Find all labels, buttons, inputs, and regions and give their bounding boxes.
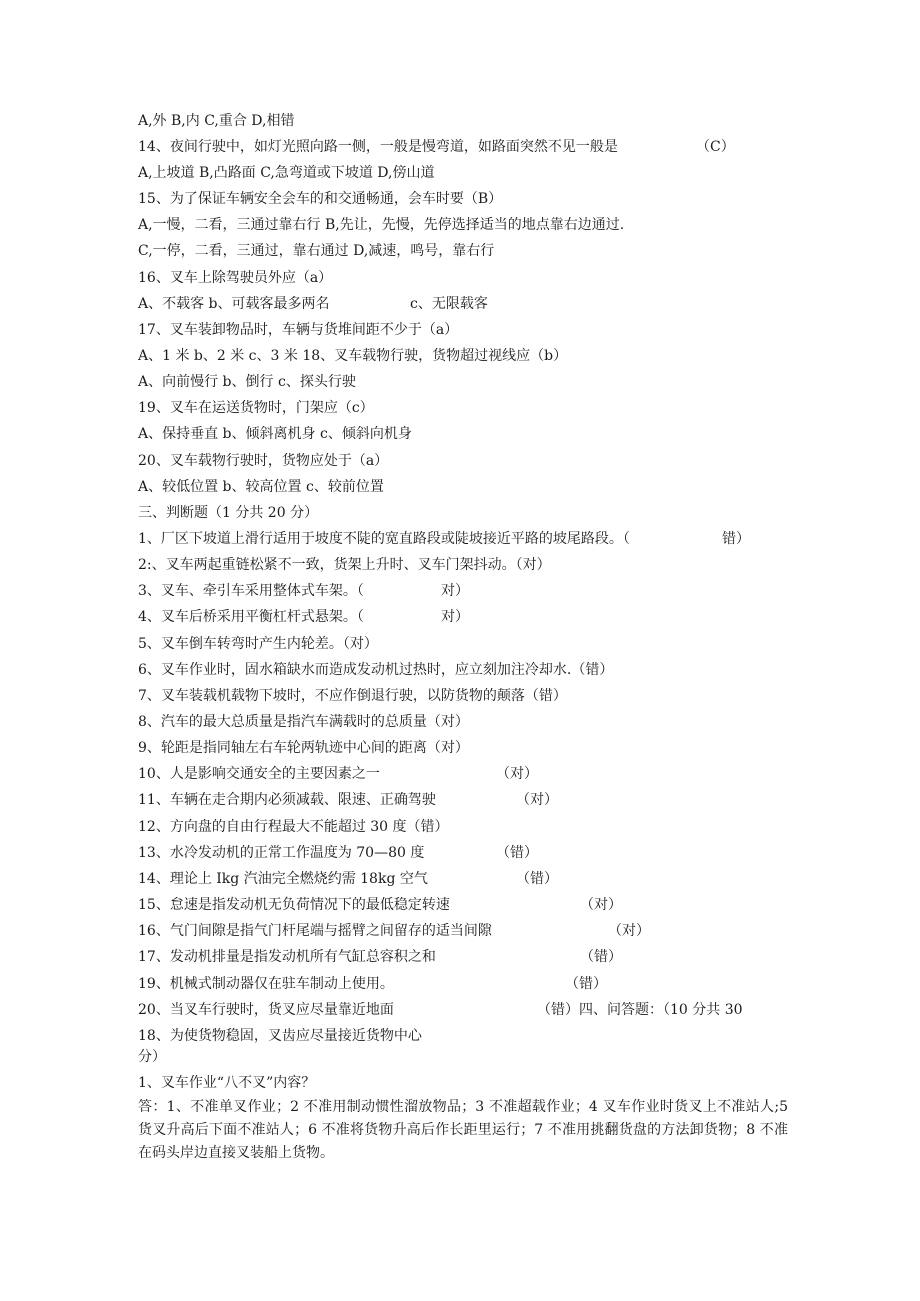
- text-line: 8、汽车的最大总质量是指汽车满载时的总质量（对）: [138, 714, 469, 730]
- answer-mark: 对）: [441, 583, 469, 599]
- text-line: 15、怠速是指发动机无负荷情况下的最低稳定转速: [138, 897, 450, 913]
- answer-mark: （C）: [696, 139, 735, 155]
- text-line: A,一慢，二看，三通过靠右行 B,先让，先慢，先停选择适当的地点靠右边通过.: [138, 217, 625, 233]
- text-line: A、向前慢行 b、倒行 c、探头行驶: [138, 374, 356, 390]
- text-line: 19、机械式制动器仅在驻车制动上使用。: [138, 976, 394, 992]
- text-line: 12、方向盘的自由行程最大不能超过 30 度（错）: [138, 819, 449, 835]
- text-line: 14、夜间行驶中，如灯光照向路一侧，一般是慢弯道，如路面突然不见一般是: [138, 139, 618, 155]
- text-line: A、较低位置 b、较高位置 c、较前位置: [138, 479, 384, 495]
- text-line: 7、叉车装载机载物下坡时，不应作倒退行驶，以防货物的颠落（错）: [138, 688, 567, 704]
- text-line: 16、气门间隙是指气门杆尾端与摇臂之间留存的适当间隙: [138, 923, 492, 939]
- answer-mark: （对）: [608, 923, 650, 939]
- text-line: 18、为使货物稳固，叉齿应尽量接近货物中心: [138, 1028, 422, 1044]
- answer-mark: 对）: [441, 609, 469, 625]
- text-line: A,外 B,内 C,重合 D,相错: [138, 113, 295, 129]
- text-line: 16、叉车上除驾驶员外应（a）: [138, 270, 333, 286]
- answer-mark: （错）: [580, 949, 622, 965]
- text-line: 分）: [138, 1049, 166, 1065]
- answer-mark: （错）四、问答题：（10 分共 30: [537, 1002, 743, 1018]
- text-line: 3、叉车、牵引车采用整体式车架。（: [138, 583, 364, 599]
- text-line: 6、叉车作业时，固水箱缺水而造成发动机过热时，应立刻加注冷却水.（错）: [138, 662, 614, 678]
- text-line: 17、叉车装卸物品时，车辆与货堆间距不少于（a）: [138, 322, 459, 338]
- text-line: A,上坡道 B,凸路面 C,急弯道或下坡道 D,傍山道: [138, 165, 435, 181]
- answer-paragraph: 答：1、不准单叉作业；2 不准用制动惯性溜放物品；3 不准超载作业；4 叉车作业时货叉上不准站人;5 货叉升高后下面不准站人；6 不准将货物升高后作长距里运行；7 不准用挑翻货盘的方法卸货物；8 不准在码头岸边直接叉装船上货物。: [138, 1099, 788, 1161]
- text-line: A、1 米 b、2 米 c、3 米 18、叉车载物行驶，货物超过视线应（b）: [138, 348, 568, 364]
- text-line: 5、叉车倒车转弯时产生内轮差。（对）: [138, 636, 378, 652]
- answer-mark: （错）: [565, 976, 607, 992]
- answer-mark: （对）: [496, 766, 538, 782]
- text-line: 1、厂区下坡道上滑行适用于坡度不陡的宽直路段或陡坡接近平路的坡尾路段。（: [138, 531, 630, 547]
- answer-mark: （对）: [516, 792, 558, 808]
- text-line: A、不载客 b、可载客最多两名: [138, 296, 330, 312]
- text-line: 9、轮距是指同轴左右车轮两轨迹中心间的距离（对）: [138, 740, 469, 756]
- text-line: 4、叉车后桥采用平衡杠杆式悬架。（: [138, 609, 364, 625]
- question-line: 1、叉车作业“八不叉”内容？: [138, 1075, 316, 1091]
- text-line: 13、水冷发动机的正常工作温度为 70—80 度: [138, 845, 425, 861]
- section-heading: 三、判断题（1 分共 20 分）: [138, 505, 319, 521]
- text-line: 11、车辆在走合期内必须减载、限速、正确驾驶: [138, 792, 436, 808]
- answer-mark: （错）: [496, 845, 538, 861]
- text-line: 19、叉车在运送货物时，门架应（c）: [138, 400, 374, 416]
- answer-mark: （对）: [580, 897, 622, 913]
- answer-mark: （错）: [516, 871, 558, 887]
- text-line: 17、发动机排量是指发动机所有气缸总容积之和: [138, 949, 436, 965]
- text-line: 10、人是影响交通安全的主要因素之一: [138, 766, 380, 782]
- answer-mark: 错）: [722, 531, 750, 547]
- text-line: 20、叉车载物行驶时，货物应处于（a）: [138, 453, 389, 469]
- text-line: A、保持垂直 b、倾斜离机身 c、倾斜向机身: [138, 426, 412, 442]
- text-line: C,一停，二看，三通过，靠右通过 D,减速，鸣号，靠右行: [138, 243, 495, 259]
- text-line: 2:、叉车两起重链松紧不一致，货架上升时、叉车门架抖动。（对）: [138, 557, 551, 573]
- text-line: 14、理论上 Ikg 汽油完全燃烧约需 18kg 空气: [138, 871, 428, 887]
- text-line: 15、为了保证车辆安全会车的和交通畅通，会车时要（B）: [138, 191, 503, 207]
- answer-option: c、无限载客: [410, 296, 488, 312]
- text-line: 20、当叉车行驶时，货叉应尽量靠近地面: [138, 1002, 394, 1018]
